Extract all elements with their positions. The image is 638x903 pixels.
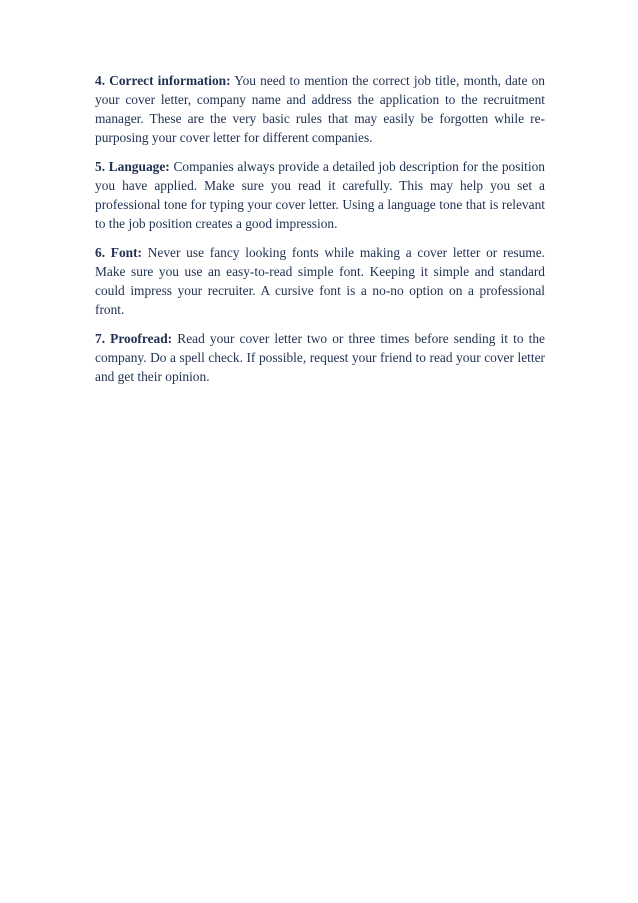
- section-heading: 5. Language:: [95, 159, 170, 174]
- section-heading: 6. Font:: [95, 245, 143, 260]
- section-font: [95, 243, 545, 319]
- section-body: You need to mention the correct job title, month, date on your cover letter, company name and address the application to the recruitment manager. These are the very basic rules that may easily be forgotten while re-purposing your cover letter for different companies.: [95, 73, 545, 145]
- section-language: [95, 157, 545, 233]
- section-correct-information: [95, 71, 545, 147]
- section-body: Never use fancy looking fonts while making a cover letter or resume. Make sure you use an easy-to-read simple font. Keeping it simple and standard could impress your recruiter. A cursive font is a no-no option on a professional front.: [95, 245, 545, 317]
- section-heading: 7. Proofread:: [95, 331, 173, 346]
- section-proofread: [95, 329, 545, 386]
- document-page: [95, 71, 545, 396]
- section-body: Companies always provide a detailed job description for the position you have applied. Make sure you read it carefully. This may help you set a professional tone for typing your cover letter. Using a language tone that is relevant to the job position creates a good impression.: [95, 159, 545, 231]
- section-heading: 4. Correct information:: [95, 73, 231, 88]
- section-body: Read your cover letter two or three times before sending it to the company. Do a spell check. If possible, request your friend to read your cover letter and get their opinion.: [95, 331, 545, 384]
